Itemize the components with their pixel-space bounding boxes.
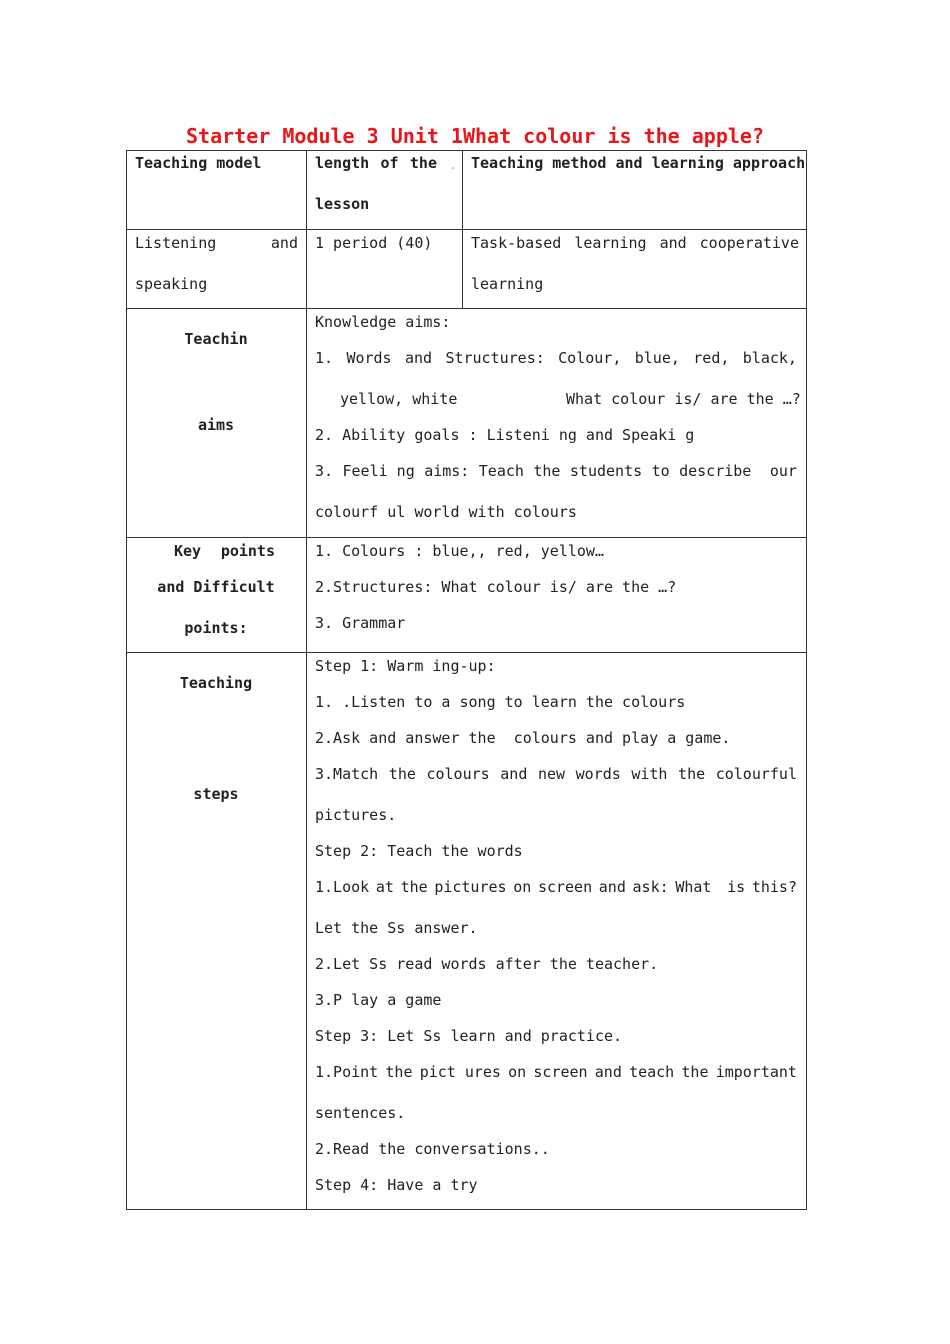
aims-label-line2: aims [197,416,235,434]
aims-word: Words [346,349,392,367]
model-word: Listening [135,234,217,252]
table-border-top [126,150,807,151]
steps-word: colourful [715,765,797,783]
steps-word: screen [533,1063,588,1081]
header-teaching-model: Teaching model [135,154,262,172]
keypoints-word: Key [174,542,202,560]
steps-step4: Step 4: Have a try [315,1176,478,1194]
aims-word: Teach [478,462,524,480]
steps-word: pictures [434,878,507,896]
aims-heading: Knowledge aims: [315,313,451,331]
method-line1 [471,234,799,252]
steps-word: this? [751,878,797,896]
aims-word: Colour, [558,349,622,367]
aims-word: the [533,462,561,480]
table-column-divider [306,150,307,1210]
aims-word: and [404,349,433,367]
steps-word: and [594,1063,622,1081]
header-length-line2: lesson [315,195,370,213]
steps-word: the [385,1063,413,1081]
steps-read-words: 2.Let Ss read words after the teacher. [315,955,659,973]
aims-word: aims: [424,462,470,480]
aims-item1 [315,349,797,367]
document-title: Starter Module 3 Unit 1What colour is the apple? [186,124,764,148]
steps-word: the [388,765,416,783]
table-column-divider [462,150,463,308]
steps-point-line2: sentences. [315,1104,406,1122]
steps-word: is [718,878,746,896]
aims-word: black, [742,349,797,367]
header-length-word: the [409,154,437,172]
table-divider [126,229,807,230]
aims-word: describe [679,462,761,480]
keypoints-word: points [220,542,275,560]
keypoints-item3: 3. Grammar [315,614,406,632]
steps-match [315,765,797,783]
steps-word: What [675,878,712,896]
table-divider [126,537,807,538]
header-length [315,154,455,172]
aims-word: Feeli ng [342,462,415,480]
model-word: and [270,234,298,252]
steps-line: 1. .Listen to a song to learn the colours [315,693,686,711]
steps-label-line2: steps [193,785,239,803]
model-speaking: speaking [135,275,208,293]
steps-word: on [513,878,532,896]
table-divider [126,308,807,309]
steps-word: and [500,765,528,783]
highlight-dot: . [449,158,457,172]
keypoints-label-line1 [174,542,275,560]
lesson-length: 1 period (40) [315,234,433,252]
steps-word: 1.Look [315,878,370,896]
steps-word: on [508,1063,527,1081]
aims-word: 1. [315,349,334,367]
method-word: cooperative [699,234,799,252]
steps-word: pict ures [419,1063,501,1081]
aims-label-line1: Teachin [184,330,248,348]
steps-word: 1.Point [315,1063,379,1081]
method-word: Task-based [471,234,562,252]
steps-match-line2: pictures. [315,806,397,824]
steps-line: 2.Ask and answer the colours and play a game. [315,729,731,747]
steps-word: the [681,1063,709,1081]
aims-word: our [769,462,797,480]
method-line2: learning [471,275,544,293]
table-border-bottom [126,1209,807,1210]
steps-word: the [678,765,706,783]
steps-word: at [375,878,394,896]
model-listening [135,234,298,252]
method-word: and [659,234,687,252]
method-word: learning [574,234,647,252]
keypoints-label-line2: and Difficult [157,578,275,596]
keypoints-item1: 1. Colours : blue,, red, yellow… [315,542,604,560]
steps-word: words [575,765,621,783]
steps-play: 3.P lay a game [315,991,442,1009]
header-length-word: length [315,154,370,172]
keypoints-item2: 2.Structures: What colour is/ are the …? [315,578,677,596]
header-length-word: of [380,154,399,172]
aims-word: red, [693,349,730,367]
steps-step3: Step 3: Let Ss learn and practice. [315,1027,623,1045]
steps-word: 3.Match [315,765,379,783]
steps-word: colours [426,765,490,783]
steps-word: new [537,765,566,783]
table-divider [126,652,807,653]
steps-word: screen [537,878,593,896]
steps-word: with [631,765,668,783]
steps-read-conv: 2.Read the conversations.. [315,1140,550,1158]
aims-word: students [569,462,643,480]
aims-item1-line2b: What colour is/ are the …? [566,390,801,408]
steps-word: ask: [632,878,669,896]
aims-item2: 2. Ability goals : Listeni ng and Speaki g [315,426,695,444]
aims-word: 3. [315,462,334,480]
steps-step2: Step 2: Teach the words [315,842,523,860]
aims-item1-line2a: yellow, white [340,390,458,408]
steps-line: Step 1: Warm ing-up: [315,657,496,675]
aims-word: to [651,462,670,480]
steps-word: important [715,1063,797,1081]
aims-word: blue, [634,349,680,367]
keypoints-label-line3: points: [184,619,248,637]
steps-label-line1: Teaching [179,674,253,692]
aims-item3-line2: colourf ul world with colours [315,503,577,521]
steps-word: teach [629,1063,675,1081]
header-teaching-method: Teaching method and learning approach [471,154,806,172]
steps-look [315,878,797,896]
table-border-right [806,150,807,1210]
steps-look-line2: Let the Ss answer. [315,919,478,937]
steps-word: and [598,878,626,896]
steps-word: the [400,878,428,896]
aims-word: Structures: [445,349,545,367]
aims-item3 [315,462,797,480]
steps-point [315,1063,797,1081]
